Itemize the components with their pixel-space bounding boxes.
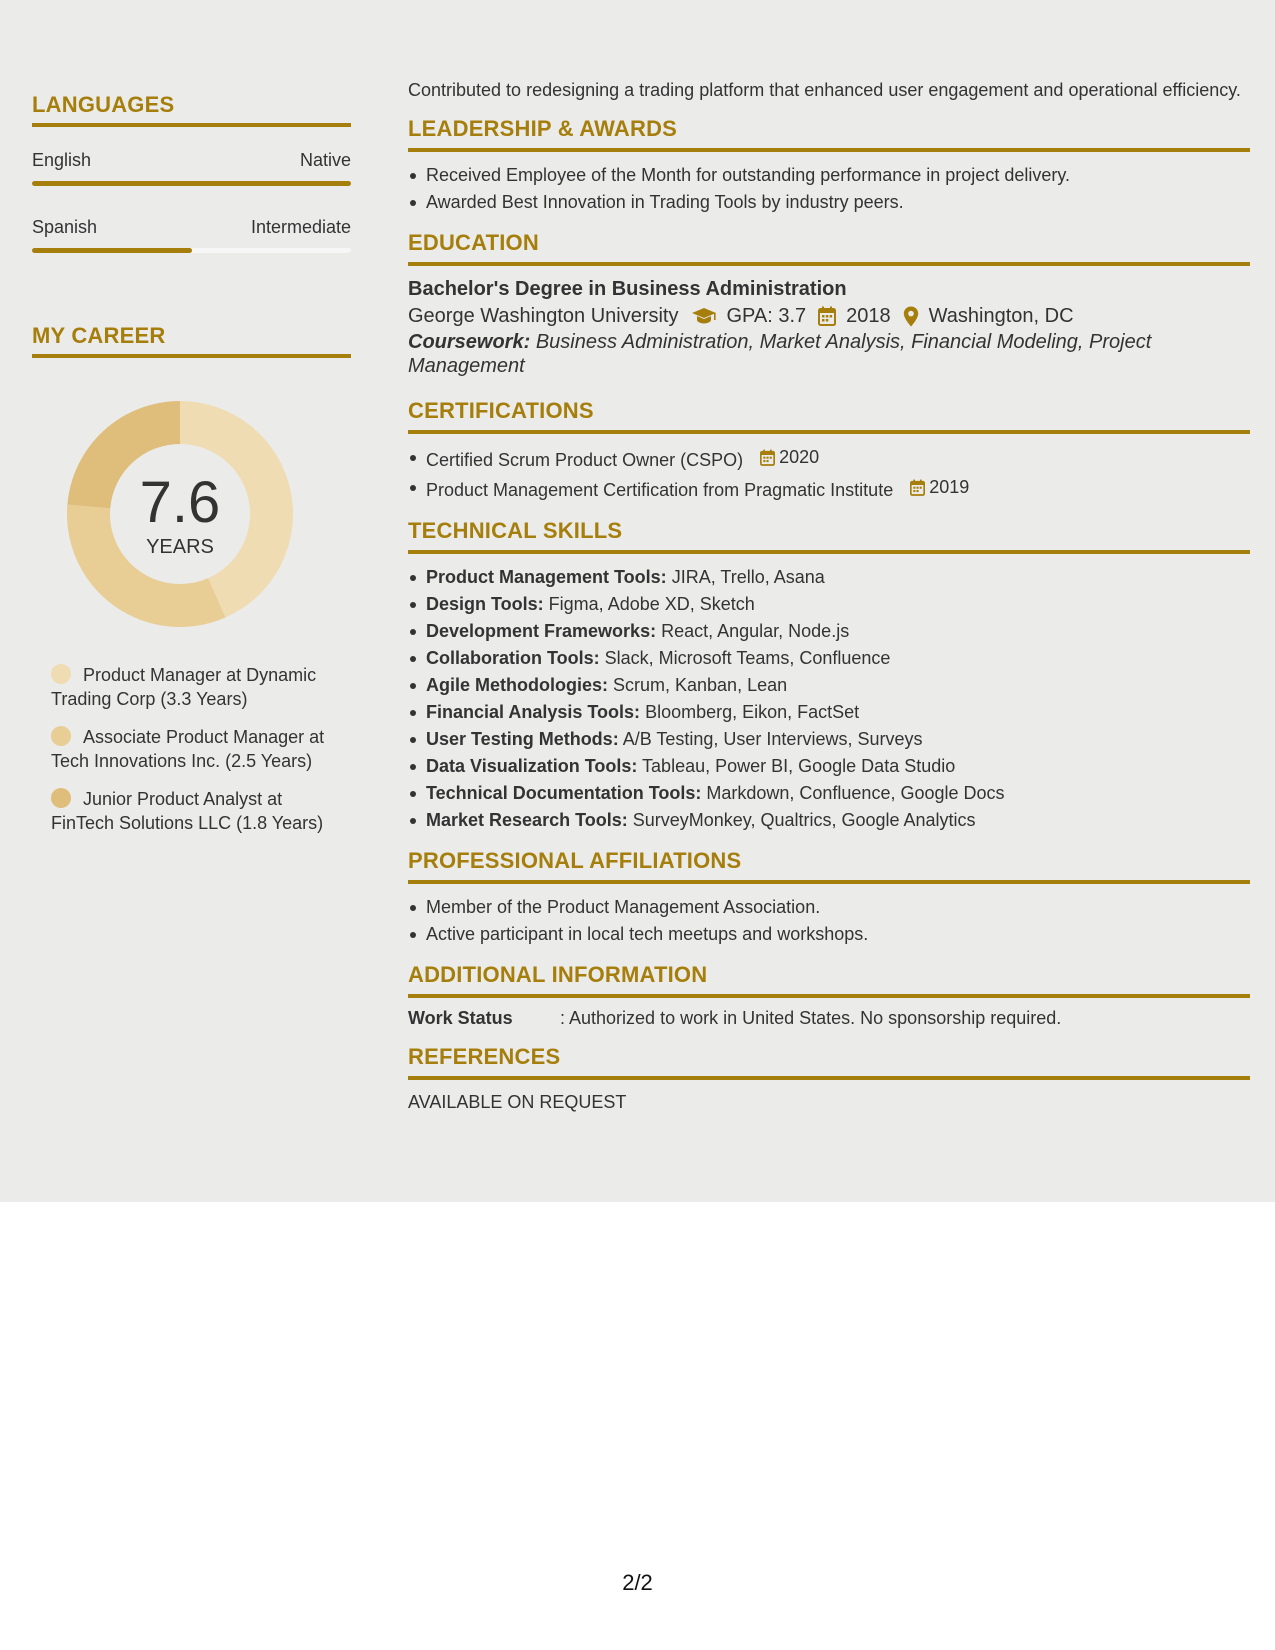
graduation-year: 2018 [846, 305, 891, 327]
skill-label: User Testing Methods: [426, 729, 619, 749]
calendar-icon [910, 479, 925, 496]
skill-label: Technical Documentation Tools: [426, 783, 702, 803]
degree-title: Bachelor's Degree in Business Administration [408, 278, 847, 300]
list-item [408, 807, 1250, 834]
section-divider [408, 148, 1250, 152]
skill-label: Agile Methodologies: [426, 675, 608, 695]
references-heading: REFERENCES [408, 1044, 561, 1069]
coursework-value: Business Administration, Market Analysis, Financial Modeling, Project Management [408, 331, 1152, 377]
list-item [408, 753, 1250, 780]
affiliations-list [408, 894, 1250, 948]
affiliations-heading: PROFESSIONAL AFFILIATIONS [408, 848, 742, 873]
list-item: Member of the Product Management Association. [408, 894, 1250, 921]
skill-value: Markdown, Confluence, Google Docs [701, 783, 1005, 803]
language-level: Native [299, 150, 351, 170]
career-legend [51, 663, 341, 835]
skill-value: Bloomberg, Eikon, FactSet [640, 702, 860, 722]
list-item: Awarded Best Innovation in Trading Tools by industry peers. [408, 189, 1250, 216]
career-heading: MY CAREER [32, 323, 166, 348]
language-row-spanish [32, 216, 351, 238]
school-name: George Washington University [408, 305, 679, 327]
skills-list [408, 564, 1250, 834]
list-item [408, 591, 1250, 618]
certification-date [760, 444, 819, 471]
section-divider [408, 262, 1250, 266]
list-item [408, 672, 1250, 699]
legend-dot [51, 664, 71, 684]
section-divider [408, 550, 1250, 554]
certification-year: 2020 [779, 447, 820, 467]
leadership-heading: LEADERSHIP & AWARDS [408, 116, 678, 141]
work-status-label: Work Status [408, 1008, 513, 1028]
language-bar-fill [32, 248, 192, 253]
skills-heading: TECHNICAL SKILLS [408, 518, 623, 543]
list-item [408, 780, 1250, 807]
sidebar [32, 92, 351, 849]
certifications-list [408, 444, 1250, 504]
education-heading: EDUCATION [408, 230, 539, 255]
list-item [408, 645, 1250, 672]
legend-item [51, 725, 341, 773]
skill-value: React, Angular, Node.js [656, 621, 850, 641]
legend-label: Product Manager at Dynamic Trading Corp (3.3 Years) [51, 665, 317, 709]
references-text: AVAILABLE ON REQUEST [408, 1092, 627, 1112]
skill-label: Data Visualization Tools: [426, 756, 638, 776]
section-divider [32, 354, 351, 358]
section-divider [408, 1076, 1250, 1080]
additional-info-section [408, 962, 1250, 1030]
list-item [408, 444, 1250, 474]
career-section [32, 323, 351, 835]
languages-section [32, 92, 351, 253]
skill-value: Tableau, Power BI, Google Data Studio [637, 756, 956, 776]
list-item [408, 699, 1250, 726]
skill-label: Financial Analysis Tools: [426, 702, 641, 722]
education-section [408, 230, 1250, 378]
list-item [408, 564, 1250, 591]
leadership-list [408, 162, 1250, 216]
certifications-section [408, 398, 1250, 504]
certification-name: Product Management Certification from Pragmatic Institute [426, 480, 894, 500]
languages-heading: LANGUAGES [32, 92, 175, 117]
main-content [408, 78, 1250, 1114]
language-level: Intermediate [250, 217, 351, 237]
gpa: GPA: 3.7 [726, 305, 807, 327]
graduation-cap-icon [691, 307, 717, 325]
education-meta [408, 302, 1250, 330]
map-pin-icon [903, 306, 919, 327]
skill-value: SurveyMonkey, Qualtrics, Google Analytics [627, 810, 976, 830]
career-years-unit: YEARS [146, 536, 214, 558]
section-divider [408, 430, 1250, 434]
certification-year: 2019 [929, 477, 970, 497]
page-number: 2/2 [622, 1570, 653, 1595]
list-item [408, 474, 1250, 504]
experience-continuation-text: Contributed to redesigning a trading platform that enhanced user engagement and operational efficiency. [408, 80, 1241, 100]
legend-dot [51, 788, 71, 808]
additional-info-heading: ADDITIONAL INFORMATION [408, 962, 708, 987]
legend-dot [51, 726, 71, 746]
skill-value: Figma, Adobe XD, Sketch [543, 594, 755, 614]
references-section [408, 1044, 1250, 1114]
skill-value: Slack, Microsoft Teams, Confluence [599, 648, 891, 668]
skill-label: Collaboration Tools: [426, 648, 600, 668]
career-total-years: 7.6 [139, 470, 221, 535]
skill-label: Market Research Tools: [426, 810, 628, 830]
legend-item [51, 787, 341, 835]
list-item [408, 618, 1250, 645]
calendar-icon [760, 449, 775, 466]
skill-value: A/B Testing, User Interviews, Surveys [618, 729, 923, 749]
legend-label: Associate Product Manager at Tech Innovations Inc. (2.5 Years) [51, 727, 325, 771]
leadership-section [408, 116, 1250, 216]
section-divider [408, 880, 1250, 884]
language-bar [32, 181, 351, 186]
language-name: English [32, 150, 92, 170]
work-status-value: : Authorized to work in United States. No sponsorship required. [560, 1008, 1062, 1028]
certification-name: Certified Scrum Product Owner (CSPO) [426, 450, 744, 470]
work-status-row [408, 1006, 1250, 1030]
skill-label: Development Frameworks: [426, 621, 657, 641]
section-divider [408, 994, 1250, 998]
list-item: Received Employee of the Month for outstanding performance in project delivery. [408, 162, 1250, 189]
skills-section [408, 518, 1250, 834]
language-row-english [32, 149, 351, 171]
calendar-icon [818, 306, 836, 326]
legend-label: Junior Product Analyst at FinTech Solutions LLC (1.8 Years) [51, 789, 324, 833]
language-bar [32, 248, 351, 253]
skill-value: JIRA, Trello, Asana [666, 567, 825, 587]
certifications-heading: CERTIFICATIONS [408, 398, 594, 423]
certification-date [910, 474, 969, 501]
school-location: Washington, DC [928, 305, 1074, 327]
list-item [408, 726, 1250, 753]
skill-label: Design Tools: [426, 594, 544, 614]
language-name: Spanish [32, 217, 98, 237]
language-bar-fill [32, 181, 351, 186]
skill-value: Scrum, Kanban, Lean [608, 675, 788, 695]
list-item: Active participant in local tech meetups and workshops. [408, 921, 1250, 948]
career-donut-chart [67, 401, 293, 627]
section-divider [32, 123, 351, 127]
legend-item [51, 663, 341, 711]
coursework-label: Coursework: [408, 331, 531, 353]
coursework [408, 330, 1250, 378]
skill-label: Product Management Tools: [426, 567, 667, 587]
affiliations-section [408, 848, 1250, 948]
